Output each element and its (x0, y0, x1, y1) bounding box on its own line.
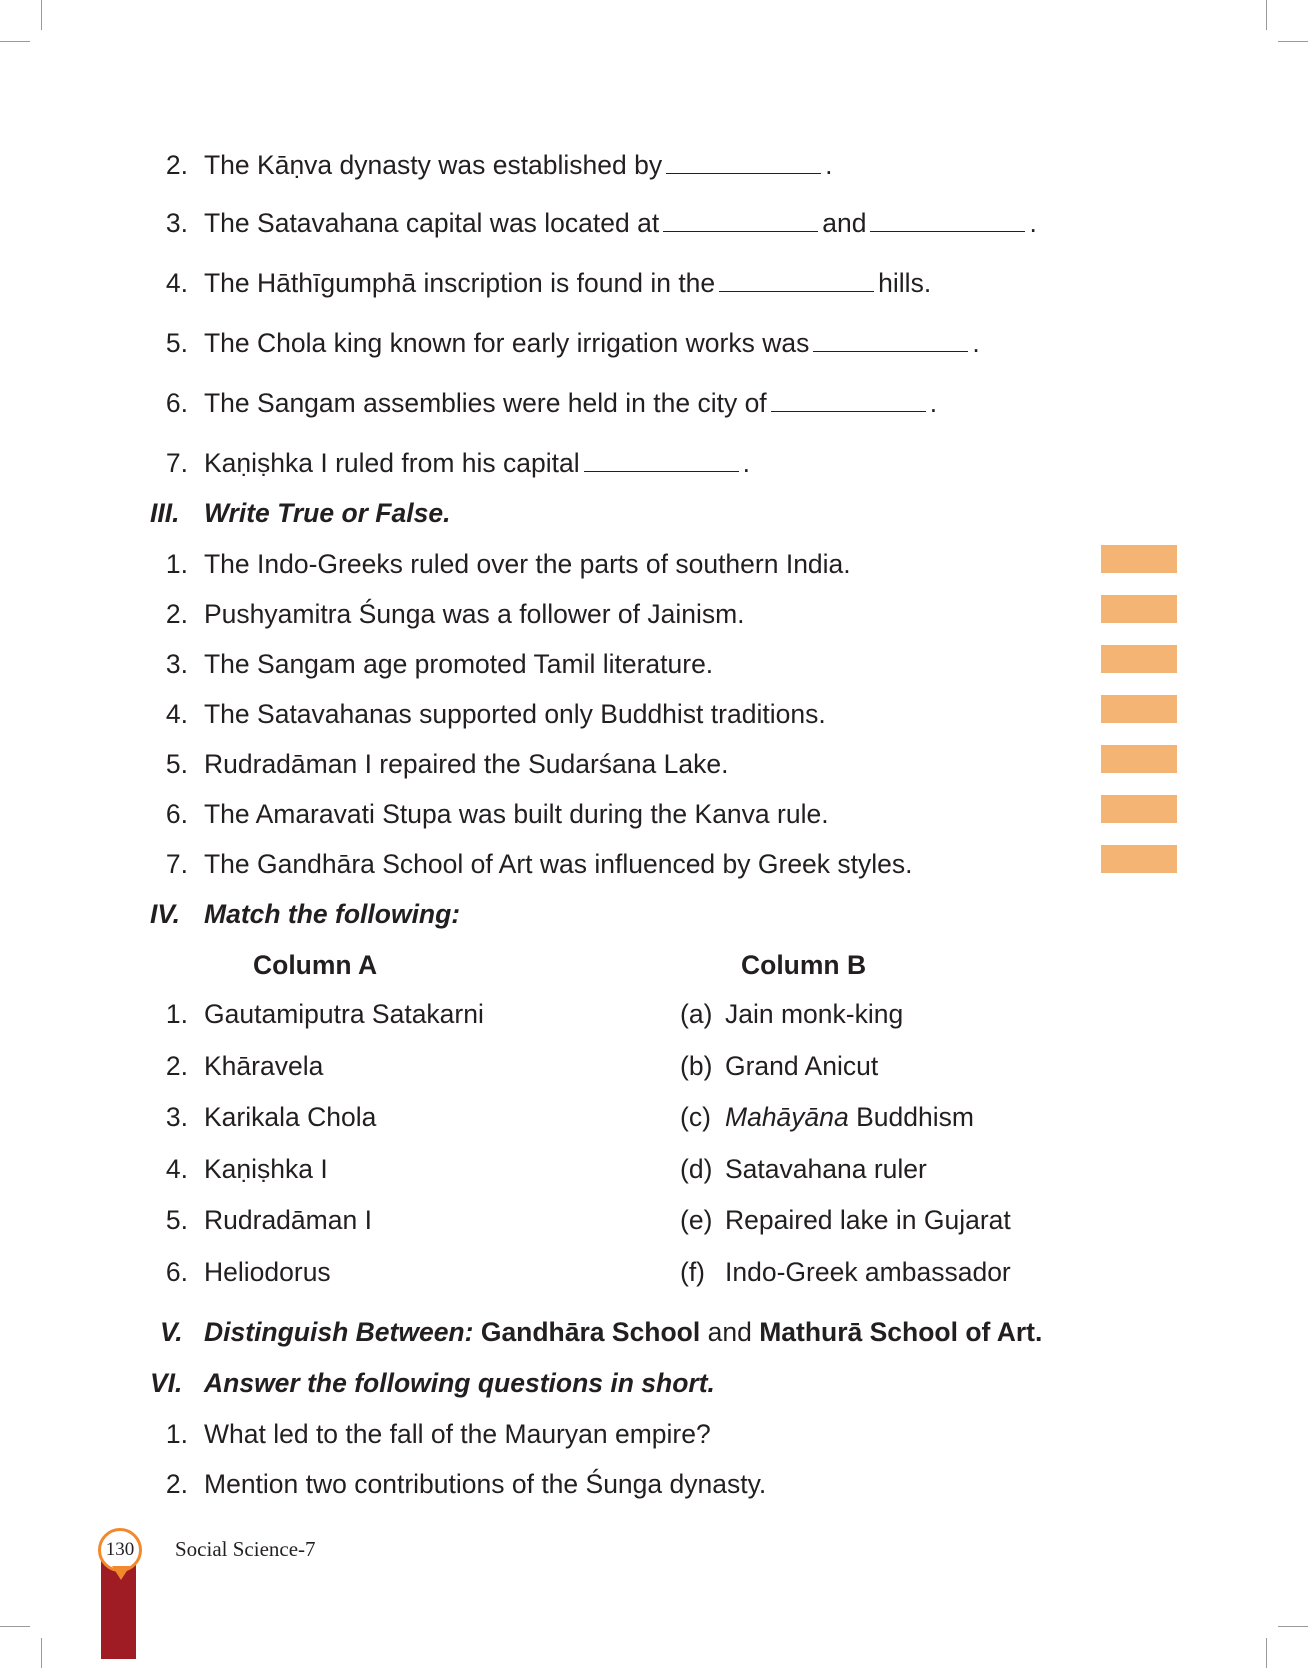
item-number: 1. (165, 549, 188, 579)
option-text: Buddhism (848, 1102, 974, 1132)
answer-blank (813, 327, 968, 352)
answer-tab (1101, 545, 1177, 573)
item-number: 3. (165, 649, 188, 679)
item-text: Kaṇiṣhka I (204, 1154, 328, 1184)
item-text: What led to the fall of the Mauryan empire? (204, 1419, 711, 1449)
item-number: 3. (165, 1102, 188, 1132)
option-letter: (f) (680, 1257, 706, 1287)
option-text-italic: Mahāyāna (725, 1102, 849, 1132)
item-text: Rudradāman I (204, 1205, 372, 1235)
crop-mark (1266, 0, 1267, 30)
item-text: The Satavahanas supported only Buddhist traditions. (204, 699, 826, 729)
item-text: The Indo-Greeks ruled over the parts of southern India. (204, 549, 851, 579)
option-text: Grand Anicut (725, 1051, 879, 1081)
item-text: Kaṇiṣhka I ruled from his capital (204, 448, 580, 478)
item-number: 1. (165, 999, 188, 1029)
item-text-after: . (1029, 208, 1037, 238)
item-text: The Chola king known for early irrigation works was (204, 328, 810, 358)
item-text: Mention two contributions of the Śunga dynasty. (204, 1469, 767, 1499)
item-text: Khāravela (204, 1051, 324, 1081)
item-text-after: . (929, 388, 938, 418)
option-text: Repaired lake in Gujarat (725, 1205, 1011, 1235)
answer-tab (1101, 795, 1177, 823)
item-text-after: . (825, 150, 833, 180)
column-a-header: Column A (253, 950, 378, 980)
answer-blank (870, 207, 1025, 232)
answer-tab (1101, 645, 1177, 673)
item-text: Pushyamitra Śunga was a follower of Jainism. (204, 599, 745, 629)
section-title: Distinguish Between: (204, 1317, 474, 1347)
option-text: Satavahana ruler (725, 1154, 927, 1184)
answer-tab (1101, 595, 1177, 623)
section-number: III. (150, 498, 180, 528)
item-number: 4. (165, 1154, 188, 1184)
option-letter: (e) (680, 1205, 713, 1235)
item-text: Heliodorus (204, 1257, 331, 1287)
answer-blank (584, 447, 739, 472)
item-text-middle: and (822, 208, 867, 238)
answer-blank (771, 387, 926, 412)
item-text: The Gandhāra School of Art was influenced by Greek styles. (204, 849, 913, 879)
crop-mark (1278, 41, 1308, 42)
option-text: Jain monk-king (725, 999, 904, 1029)
answer-blank (663, 207, 818, 232)
section-title: Answer the following questions in short. (204, 1368, 715, 1398)
section-number: V. (160, 1317, 183, 1347)
item-number: 6. (165, 388, 188, 418)
crop-mark (1278, 1626, 1308, 1627)
item-number: 6. (165, 799, 188, 829)
item-number: 6. (165, 1257, 188, 1287)
distinguish-connector: and (707, 1317, 752, 1347)
answer-tab (1101, 745, 1177, 773)
badge-pointer (112, 1566, 130, 1580)
item-text: The Amaravati Stupa was built during the Kanva rule. (204, 799, 829, 829)
item-number: 2. (165, 150, 188, 180)
item-text-after: . (972, 328, 980, 358)
distinguish-term-2: Mathurā School of Art. (759, 1317, 1043, 1347)
page-number: 130 (105, 1539, 135, 1560)
item-text-after: hills. (878, 268, 932, 298)
item-number: 5. (165, 1205, 188, 1235)
item-number: 5. (165, 749, 188, 779)
item-number: 7. (165, 448, 188, 478)
option-letter: (d) (680, 1154, 713, 1184)
crop-mark (41, 1638, 42, 1668)
crop-mark (41, 0, 42, 30)
section-number: IV. (150, 899, 180, 929)
item-text: The Sangam assemblies were held in the city of (204, 388, 767, 418)
item-number: 3. (165, 208, 188, 238)
item-number: 7. (165, 849, 188, 879)
answer-tab (1101, 845, 1177, 873)
item-text: The Satavahana capital was located at (204, 208, 660, 238)
item-text: Rudradāman I repaired the Sudarśana Lake. (204, 749, 729, 779)
option-letter: (c) (680, 1102, 711, 1132)
item-number: 4. (165, 268, 188, 298)
distinguish-term-1: Gandhāra School (480, 1317, 701, 1347)
section-title: Match the following: (204, 899, 461, 929)
answer-blank (719, 267, 874, 292)
answer-blank (666, 149, 821, 174)
item-number: 5. (165, 328, 188, 358)
crop-mark (1266, 1638, 1267, 1668)
item-number: 4. (165, 699, 188, 729)
option-letter: (b) (680, 1051, 713, 1081)
section-number: VI. (150, 1368, 183, 1398)
item-number: 2. (165, 599, 188, 629)
item-number: 2. (165, 1469, 188, 1499)
crop-mark (0, 1626, 30, 1627)
item-text-after: . (742, 448, 750, 478)
crop-mark (0, 41, 30, 42)
option-letter: (a) (680, 999, 713, 1029)
book-title: Social Science-7 (175, 1537, 316, 1561)
answer-tab (1101, 695, 1177, 723)
item-number: 2. (165, 1051, 188, 1081)
item-text: Karikala Chola (204, 1102, 377, 1132)
item-number: 1. (165, 1419, 188, 1449)
item-text: The Kāṇva dynasty was established by (204, 150, 663, 180)
option-text: Indo-Greek ambassador (725, 1257, 1011, 1287)
column-b-header: Column B (741, 950, 867, 980)
item-text: The Sangam age promoted Tamil literature. (204, 649, 714, 679)
item-text: The Hāthīgumphā inscription is found in the (204, 268, 716, 298)
item-text: Gautamiputra Satakarni (204, 999, 484, 1029)
section-title: Write True or False. (204, 498, 451, 528)
